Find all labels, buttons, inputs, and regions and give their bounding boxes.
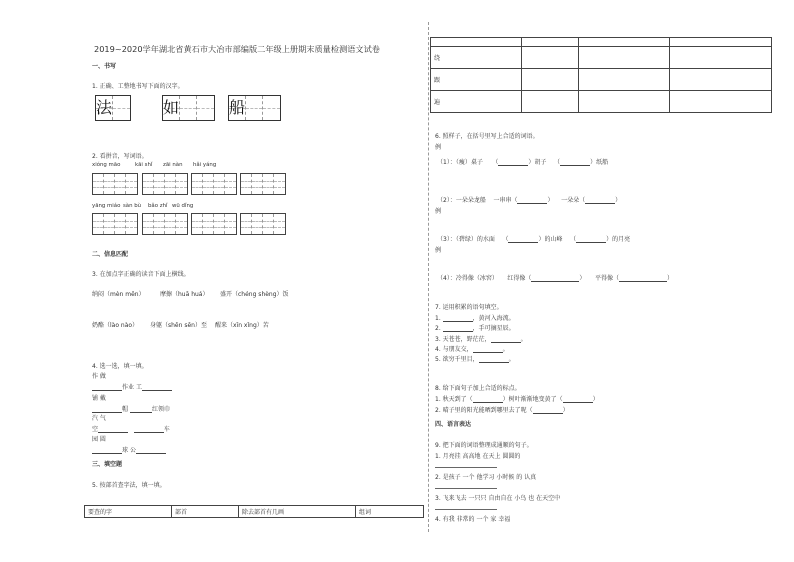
q5-continued-table — [430, 37, 772, 113]
q9-item-3: 3. 飞来飞去 一只只 自由自在 小鸟 也 在天空中 — [435, 495, 561, 502]
q6-example-label-2: 例 — [435, 208, 442, 215]
q6-example-label-1: 例 — [435, 144, 442, 151]
q3-row1-a[interactable]: 纳闷（mèn mēn） — [92, 291, 145, 298]
q6-row-3[interactable]: （3）：（碧绿）的水面 （ ）的山峰 （ ）的月亮 — [437, 236, 631, 243]
question-9: 9. 把下面的词语整理成通顺的句子。 — [435, 442, 533, 449]
q7-item-5[interactable]: 5. 欲穷千里目， 。 — [435, 356, 515, 363]
question-2: 2. 看拼音，写词语。 — [92, 153, 148, 160]
q8-item-1[interactable]: 1. 秋天到了（ ）树叶渐渐地变黄了（ ） — [435, 396, 599, 403]
page-title: 2019~2020学年湖北省黄石市大冶市部编版二年级上册期末质量检测语文试卷 — [94, 44, 380, 54]
q3-row1-c[interactable]: 盛开（chéng shèng）饭 — [220, 291, 289, 298]
q4-d-pair: 园 圆 — [92, 436, 106, 443]
q4-a-line[interactable]: 作业 工 — [92, 382, 172, 391]
q4-d-line[interactable]: 球 公 — [92, 445, 166, 454]
q3-row2-b[interactable]: 身躯（shēn sēn）至 — [150, 322, 207, 329]
q5-header-radical: 部首 — [172, 506, 239, 518]
question-1: 1. 正确、工整地书写下面的汉字。 — [92, 83, 184, 90]
pinyin-4: hǎi yáng — [193, 162, 217, 168]
q6-row-4[interactable]: （4）：冷得像（冰窖） 红得像（ ） 平得像（ ） — [437, 275, 673, 282]
q7-item-3[interactable]: 3. 天苍苍，野茫茫， 。 — [435, 336, 527, 343]
section-fill-blank: 三、填空题 — [92, 461, 123, 468]
table-row-3: 遍 — [431, 91, 522, 113]
q3-row1-b[interactable]: 摩擦（huā huá） — [160, 291, 209, 298]
q9-answer-line-3[interactable] — [435, 509, 497, 510]
question-3: 3. 在加点字正确的读音下面上横线。 — [92, 271, 190, 278]
question-6: 6. 照样子，在括号里写上合适的词语。 — [435, 133, 539, 140]
q5-header-strokes: 除去部首有几画 — [239, 506, 356, 518]
q5-header-words: 组词 — [356, 506, 424, 518]
q7-item-2[interactable]: 2. ，手可摘星辰。 — [435, 325, 515, 332]
pinyin-box-5[interactable] — [92, 213, 138, 235]
char-grid-2 — [162, 95, 215, 121]
q6-row-1[interactable]: （1）：（瘦）桌子 （ ）胡子 （ ）纸船 — [437, 159, 609, 166]
section-writing: 一、书写 — [92, 63, 117, 70]
q3-row2-c[interactable]: 醒来（xīn xǐng）苦 — [215, 322, 269, 329]
column-divider — [428, 22, 429, 532]
q4-c-pair: 汽 气 — [92, 415, 106, 422]
q4-b-pair: 铺 戴 — [92, 395, 106, 402]
pinyin-box-8[interactable] — [240, 213, 286, 235]
q4-b-line[interactable]: 帽 红领巾 — [92, 404, 170, 413]
char-1: 法 — [96, 98, 113, 117]
char-grid-3 — [228, 95, 281, 121]
table-row-2: 跟 — [431, 69, 522, 91]
pinyin-3: zāi nàn — [163, 162, 183, 168]
char-3: 船 — [229, 98, 246, 117]
pinyin-6: sàn bù — [123, 203, 142, 209]
q9-answer-line-2[interactable] — [435, 488, 497, 489]
pinyin-5: yāng miáo — [92, 203, 121, 209]
pinyin-box-6[interactable] — [142, 213, 188, 235]
pinyin-box-3[interactable] — [191, 173, 237, 195]
q3-row2-a[interactable]: 奶酪（lào nào） — [92, 322, 139, 329]
pinyin-box-4[interactable] — [240, 173, 286, 195]
q9-item-4: 4. 有我 非常的 一个 家 幸福 — [435, 516, 511, 523]
q4-c-line[interactable]: 空 车 — [92, 426, 170, 433]
q6-example-label-3: 例 — [435, 247, 442, 254]
question-5: 5. 按部首查字法，填一填。 — [92, 482, 166, 489]
q7-item-4[interactable]: 4. 与朋友交， 。 — [435, 346, 509, 353]
pinyin-1: xióng māo — [92, 162, 121, 168]
pinyin-box-1[interactable] — [92, 173, 138, 195]
char-grid-1 — [95, 95, 131, 121]
q8-item-2[interactable]: 2. 晴子里的阳光能晒到哪里去了呢（ ） — [435, 407, 569, 414]
q5-header-char: 要查的字 — [85, 506, 172, 518]
table-row-1: 绕 — [431, 47, 522, 69]
q5-table — [84, 505, 424, 518]
question-7: 7. 运用积累的语句填空。 — [435, 304, 503, 311]
pinyin-box-7[interactable] — [191, 213, 237, 235]
section-expression: 四、语言表达 — [435, 421, 472, 428]
char-2: 如 — [163, 98, 180, 117]
question-4: 4. 选一选，填一填。 — [92, 363, 148, 370]
q6-row-2[interactable]: （2）：一朵朵龙船 一串串（ ） 一朵朵（ ） — [437, 197, 622, 204]
question-8: 8. 给下面句子加上合适的标点。 — [435, 385, 521, 392]
q9-item-1: 1. 月亮挂 高高地 在天上 圆圆的 — [435, 453, 521, 460]
q9-answer-line-1[interactable] — [435, 467, 497, 468]
pinyin-7: bǎo zhǐ — [148, 203, 168, 209]
pinyin-8: wū dǐng — [172, 203, 194, 209]
q4-a-pair: 作 做 — [92, 373, 106, 380]
q7-item-1[interactable]: 1. ，黄河入海流。 — [435, 315, 515, 322]
pinyin-box-2[interactable] — [142, 173, 188, 195]
section-matching: 二、信息匹配 — [92, 251, 129, 258]
q9-item-2: 2. 是孩子 一个 他学习 小时候 的 认真 — [435, 474, 537, 481]
pinyin-2: kāi shǐ — [135, 162, 153, 168]
